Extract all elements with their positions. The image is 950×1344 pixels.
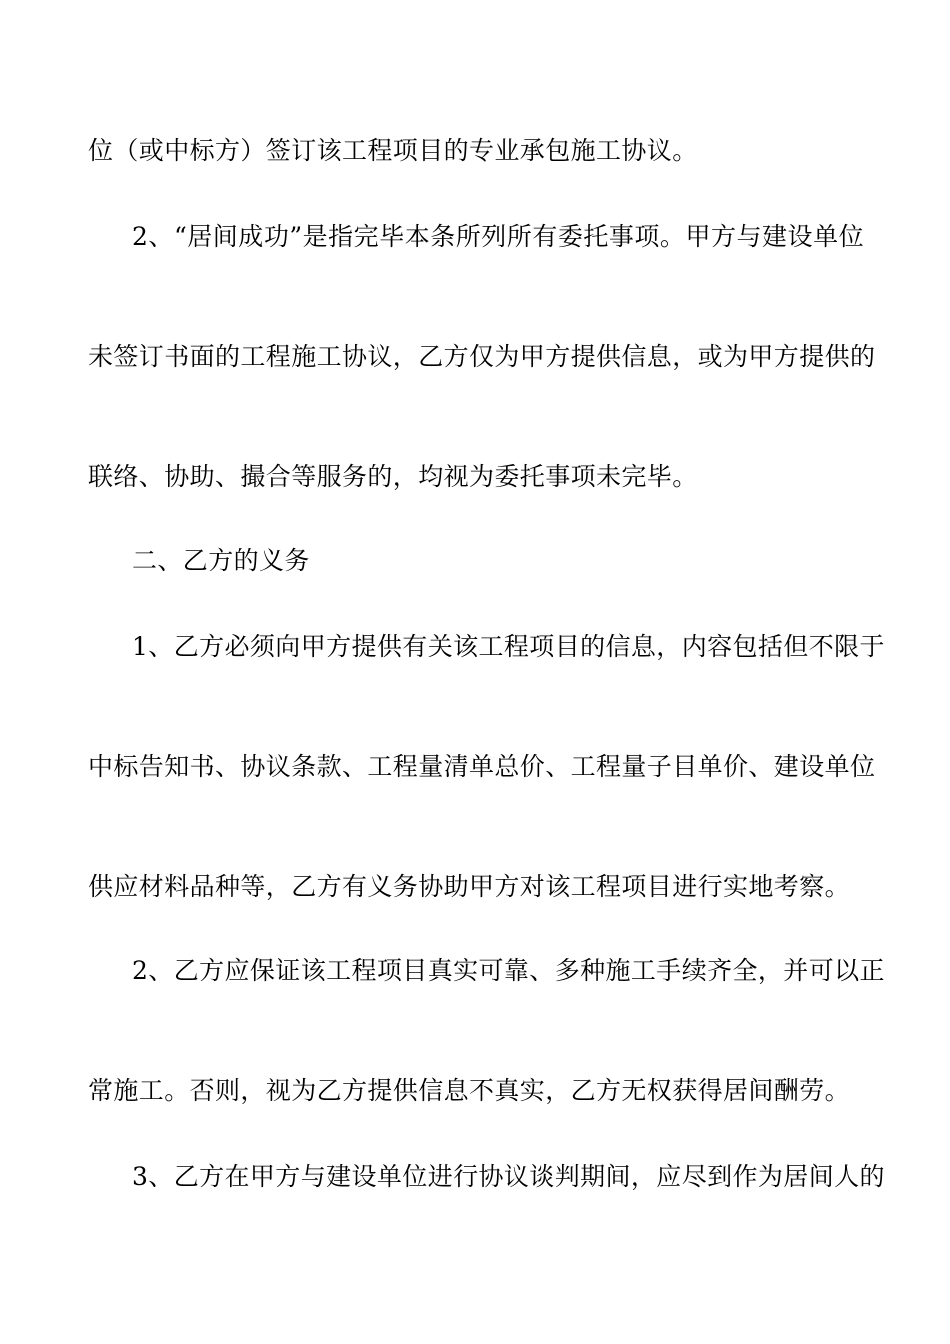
text-line-7: 中标告知书、协议条款、工程量清单总价、工程量子目单价、建设单位 (88, 752, 876, 781)
text-line-6: 1、乙方必须向甲方提供有关该工程项目的信息，内容包括但不限于 (132, 632, 885, 661)
text-line-3: 未签订书面的工程施工协议，乙方仅为甲方提供信息，或为甲方提供的 (88, 342, 876, 371)
text-line-1: 位（或中标方）签订该工程项目的专业承包施工协议。 (88, 136, 698, 165)
section-heading: 二、乙方的义务 (132, 546, 310, 575)
text-line-11: 3、乙方在甲方与建设单位进行协议谈判期间，应尽到作为居间人的 (132, 1162, 885, 1191)
text-line-9: 2、乙方应保证该工程项目真实可靠、多种施工手续齐全，并可以正 (132, 956, 885, 985)
text-line-8: 供应材料品种等，乙方有义务协助甲方对该工程项目进行实地考察。 (88, 872, 851, 901)
text-line-4: 联络、协助、撮合等服务的，均视为委托事项未完毕。 (88, 462, 698, 491)
text-line-2: 2、“居间成功”是指完毕本条所列所有委托事项。甲方与建设单位 (132, 222, 864, 251)
text-line-10: 常施工。否则，视为乙方提供信息不真实，乙方无权获得居间酬劳。 (88, 1076, 851, 1105)
